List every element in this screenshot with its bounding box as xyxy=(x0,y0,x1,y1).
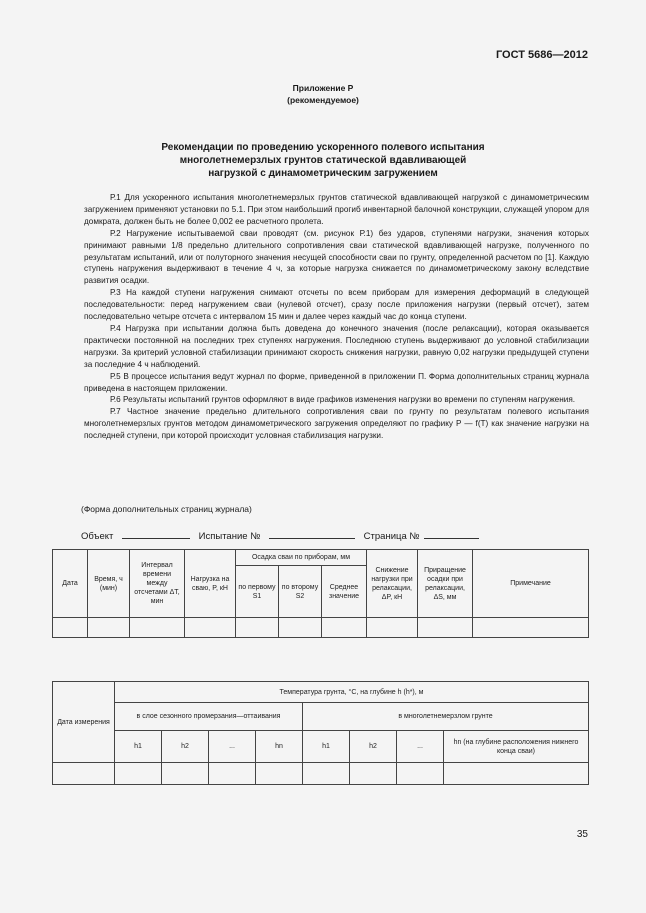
appendix-note: (рекомендуемое) xyxy=(287,95,359,105)
col-date: Дата xyxy=(53,550,88,618)
object-field[interactable] xyxy=(122,528,190,539)
col-seasonal: в слое сезонного промерзания—оттаивания xyxy=(115,703,303,731)
table-row xyxy=(53,618,589,638)
paragraph-p7: Р.7 Частное значение предельно длительного сопротивления сваи по грунту по результатам полевого испытания многолетнемерзлых грунтов методом динамометрического загружения определяют по графику P — f(T) как значение нагрузки на последней ступени, при которой происходит условная стабилизация нагрузки. xyxy=(84,407,589,441)
settlement-table xyxy=(52,549,589,638)
paragraph-p5: Р.5 В процессе испытания ведут журнал по форме, приведенной в приложении П. Форма дополнительных страниц журнала приведена в настоящем приложении. xyxy=(84,371,589,393)
col-remark: Примечание xyxy=(473,550,589,618)
object-label: Объект xyxy=(81,531,114,542)
empty-cell[interactable] xyxy=(444,763,589,785)
temperature-table xyxy=(52,681,589,785)
empty-cell[interactable] xyxy=(53,618,88,638)
paragraph-p1: Р.1 Для ускоренного испытания многолетнемерзлых грунтов статической вдавливающей нагрузкой с динамометрическим загружением применяют установки по 5.1. При этом наибольший прогиб инвентарной балочной конструкции, служащей упором для домкрата, должен быть не более 0,002 ее расчетного пролета. xyxy=(84,193,589,226)
form-header-line xyxy=(81,528,479,542)
col-h2-permafrost: h2 xyxy=(350,731,397,763)
page-label: Страница № xyxy=(363,531,420,542)
paragraph-p4: Р.4 Нагрузка при испытании должна быть доведена до конечного значения (после релаксации), которая оказывается практически постоянной на последних трех ступенях нагружения. Последнюю ступень выдерживают до условной стабилизации нагрузки. За критерий условной стабилизации принимают скорость снижения нагрузки, равную 0,02 нагрузки предыдущей ступени за последние 4 ч наблюдений. xyxy=(84,323,589,369)
col-interval: Интервал времени между отсчетами ΔT, мин xyxy=(130,550,185,618)
title-line: многолетнемерзлых грунтов статической вдавливающей xyxy=(179,155,467,166)
paragraph-p3: Р.3 На каждой ступени нагружения снимают отсчеты по всем приборам для измерения деформаций в следующей последовательности: перед нагружением сваи (нулевой отсчет), сразу после приложения нагрузки (первый отсчет), затем последовательно четыре отсчета с интервалом 15 мин и далее через каждый час до конца ступени. xyxy=(84,288,589,322)
appendix-title: Приложение Р xyxy=(292,83,354,93)
form-note: (Форма дополнительных страниц журнала) xyxy=(81,504,252,514)
col-dots-permafrost: ... xyxy=(397,731,444,763)
col-load: Нагрузка на сваю, P, кН xyxy=(185,550,236,618)
standard-number: ГОСТ 5686—2012 xyxy=(495,49,588,61)
empty-cell[interactable] xyxy=(418,618,473,638)
paragraph-p6: Р.6 Результаты испытаний грунтов оформляют в виде графиков изменения нагрузки во времени по ступеням нагружения. xyxy=(110,395,576,405)
col-increment: Приращение осадки при релаксации, ΔS, мм xyxy=(418,550,473,618)
empty-cell[interactable] xyxy=(209,763,256,785)
recommendation-title xyxy=(0,141,646,180)
empty-cell[interactable] xyxy=(322,618,367,638)
page-number: 35 xyxy=(576,829,588,840)
empty-cell[interactable] xyxy=(279,618,322,638)
col-measure-date: Дата измерения xyxy=(53,682,115,763)
empty-cell[interactable] xyxy=(130,618,185,638)
title-line: нагрузкой с динамометрическим загружением xyxy=(208,168,438,179)
col-first-gauge: по первому S1 xyxy=(236,566,279,618)
empty-cell[interactable] xyxy=(236,618,279,638)
col-h1-permafrost: h1 xyxy=(303,731,350,763)
col-hn-seasonal: hn xyxy=(256,731,303,763)
test-label: Испытание № xyxy=(198,531,261,542)
empty-cell[interactable] xyxy=(397,763,444,785)
empty-cell[interactable] xyxy=(88,618,130,638)
empty-cell[interactable] xyxy=(473,618,589,638)
col-temp-header: Температура грунта, °С, на глубине h (h*), м xyxy=(115,682,589,703)
empty-cell[interactable] xyxy=(350,763,397,785)
col-h2-seasonal: h2 xyxy=(162,731,209,763)
col-h1-seasonal: h1 xyxy=(115,731,162,763)
title-line: Рекомендации по проведению ускоренного полевого испытания xyxy=(161,142,485,153)
empty-cell[interactable] xyxy=(53,763,115,785)
col-time: Время, ч (мин) xyxy=(88,550,130,618)
test-number-field[interactable] xyxy=(269,528,355,539)
empty-cell[interactable] xyxy=(367,618,418,638)
body-text xyxy=(84,192,589,442)
page-number-field[interactable] xyxy=(424,528,479,539)
col-mean: Среднее значение xyxy=(322,566,367,618)
empty-cell[interactable] xyxy=(162,763,209,785)
col-dots-seasonal: ... xyxy=(209,731,256,763)
col-hn-permafrost: hn (на глубине расположения нижнего конца сваи) xyxy=(444,731,589,763)
table-row xyxy=(53,763,589,785)
empty-cell[interactable] xyxy=(185,618,236,638)
col-decrease: Снижение нагрузки при релаксации, ΔP, кН xyxy=(367,550,418,618)
col-second-gauge: по второму S2 xyxy=(279,566,322,618)
paragraph-p2: Р.2 Нагружение испытываемой сваи проводят (см. рисунок Р.1) без ударов, ступенями нагрузки, значения которых принимают равными 1/8 предельно длительного сопротивления сваи статической вдавливающей нагрузке, полученного по результатам испытаний, или от полуторного значения несущей способности сваи по грунту, определенной расчетом по [1]. Каждую ступень нагружения выдерживают в течение 4 ч, за которые нагрузка снижается по динамометрическому закону вследствие развития осадки. xyxy=(84,228,589,286)
empty-cell[interactable] xyxy=(256,763,303,785)
empty-cell[interactable] xyxy=(115,763,162,785)
empty-cell[interactable] xyxy=(303,763,350,785)
col-settlement-group: Осадка сваи по приборам, мм xyxy=(236,550,367,566)
col-permafrost: в многолетнемерзлом грунте xyxy=(303,703,589,731)
